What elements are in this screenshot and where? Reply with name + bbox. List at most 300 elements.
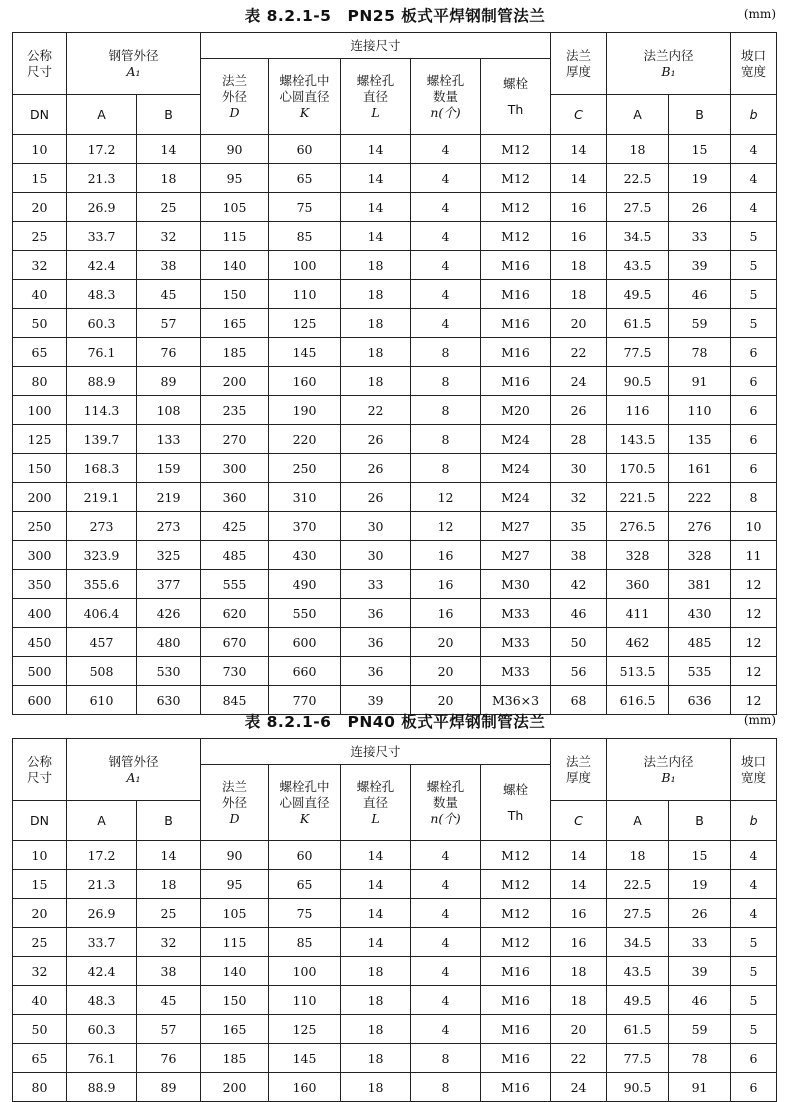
cell-flange-id-a: 90.5 bbox=[607, 367, 669, 396]
table2 bbox=[12, 738, 777, 1102]
cell-bolt-hole-count: 4 bbox=[411, 251, 481, 280]
cell-bolt-hole-dia: 36 bbox=[341, 628, 411, 657]
cell-pipe-od-b: 57 bbox=[137, 309, 201, 338]
cell-pipe-od-a: 60.3 bbox=[67, 309, 137, 338]
cell-bolt-hole-dia: 14 bbox=[341, 164, 411, 193]
cell-flange-id-b: 46 bbox=[669, 280, 731, 309]
cell-pipe-od-b: 45 bbox=[137, 986, 201, 1015]
cell-flange-id-b: 15 bbox=[669, 841, 731, 870]
cell-bolt: M16 bbox=[481, 251, 551, 280]
cell-bolt-hole-count: 4 bbox=[411, 309, 481, 338]
header-bevel-symbol: b bbox=[731, 801, 777, 841]
cell-flange-od: 115 bbox=[201, 222, 269, 251]
cell-bolt-circle: 110 bbox=[269, 986, 341, 1015]
cell-flange-id-a: 116 bbox=[607, 396, 669, 425]
cell-flange-id-b: 535 bbox=[669, 657, 731, 686]
cell-bolt-hole-count: 4 bbox=[411, 164, 481, 193]
cell-pipe-od-a: 48.3 bbox=[67, 280, 137, 309]
cell-dn: 40 bbox=[13, 986, 67, 1015]
header-flange-id-symbol: B₁ bbox=[661, 769, 676, 785]
header-flange-id-label: 法兰内径 bbox=[643, 47, 694, 63]
table-row bbox=[13, 280, 777, 309]
cell-flange-od: 270 bbox=[201, 425, 269, 454]
header-thickness-symbol: C bbox=[551, 801, 607, 841]
header-bolt-hole-dia-symbol: L bbox=[371, 104, 380, 120]
cell-bolt-circle: 100 bbox=[269, 251, 341, 280]
cell-bolt: M12 bbox=[481, 928, 551, 957]
cell-bolt-hole-dia: 18 bbox=[341, 367, 411, 396]
cell-bevel: 12 bbox=[731, 628, 777, 657]
cell-bolt-hole-count: 20 bbox=[411, 657, 481, 686]
header-flange-id-b: B bbox=[669, 95, 731, 135]
header-flange-id-a: A bbox=[607, 95, 669, 135]
cell-bevel: 11 bbox=[731, 541, 777, 570]
cell-dn: 32 bbox=[13, 251, 67, 280]
cell-thickness: 32 bbox=[551, 483, 607, 512]
cell-thickness: 68 bbox=[551, 686, 607, 715]
header-dn: DN bbox=[13, 95, 67, 135]
cell-bolt-circle: 145 bbox=[269, 1044, 341, 1073]
cell-flange-od: 235 bbox=[201, 396, 269, 425]
cell-dn: 25 bbox=[13, 222, 67, 251]
cell-bolt-hole-dia: 18 bbox=[341, 957, 411, 986]
cell-bolt-circle: 370 bbox=[269, 512, 341, 541]
cell-flange-id-b: 485 bbox=[669, 628, 731, 657]
cell-bevel: 4 bbox=[731, 164, 777, 193]
cell-thickness: 56 bbox=[551, 657, 607, 686]
cell-bolt-circle: 125 bbox=[269, 309, 341, 338]
cell-bolt-hole-count: 4 bbox=[411, 957, 481, 986]
cell-bolt-hole-count: 4 bbox=[411, 1015, 481, 1044]
cell-dn: 450 bbox=[13, 628, 67, 657]
header-flange-od-label: 法兰 外径 bbox=[222, 72, 248, 104]
table-row bbox=[13, 570, 777, 599]
cell-pipe-od-b: 159 bbox=[137, 454, 201, 483]
cell-pipe-od-b: 45 bbox=[137, 280, 201, 309]
cell-bolt-circle: 125 bbox=[269, 1015, 341, 1044]
cell-dn: 25 bbox=[13, 928, 67, 957]
cell-bolt-circle: 110 bbox=[269, 280, 341, 309]
cell-dn: 40 bbox=[13, 280, 67, 309]
table-row bbox=[13, 454, 777, 483]
table-row bbox=[13, 657, 777, 686]
cell-pipe-od-b: 530 bbox=[137, 657, 201, 686]
cell-pipe-od-a: 60.3 bbox=[67, 1015, 137, 1044]
cell-pipe-od-b: 325 bbox=[137, 541, 201, 570]
cell-thickness: 20 bbox=[551, 1015, 607, 1044]
cell-bevel: 6 bbox=[731, 396, 777, 425]
cell-bolt-circle: 430 bbox=[269, 541, 341, 570]
cell-pipe-od-a: 17.2 bbox=[67, 841, 137, 870]
header-bevel-symbol: b bbox=[731, 95, 777, 135]
cell-flange-id-b: 91 bbox=[669, 1073, 731, 1102]
table-row bbox=[13, 986, 777, 1015]
cell-bevel: 4 bbox=[731, 841, 777, 870]
cell-thickness: 42 bbox=[551, 570, 607, 599]
cell-pipe-od-b: 89 bbox=[137, 1073, 201, 1102]
header-bolt-hole-dia-symbol: L bbox=[371, 810, 380, 826]
header-flange-id-b: B bbox=[669, 801, 731, 841]
cell-flange-od: 200 bbox=[201, 1073, 269, 1102]
table-row bbox=[13, 396, 777, 425]
header-thickness: 法兰 厚度 bbox=[551, 739, 607, 801]
cell-bolt-hole-dia: 18 bbox=[341, 986, 411, 1015]
cell-flange-id-a: 77.5 bbox=[607, 1044, 669, 1073]
cell-bolt-circle: 60 bbox=[269, 135, 341, 164]
table-row bbox=[13, 425, 777, 454]
cell-flange-id-a: 513.5 bbox=[607, 657, 669, 686]
cell-dn: 15 bbox=[13, 870, 67, 899]
cell-bolt: M33 bbox=[481, 628, 551, 657]
cell-bolt-circle: 85 bbox=[269, 222, 341, 251]
cell-flange-id-b: 161 bbox=[669, 454, 731, 483]
table-row bbox=[13, 541, 777, 570]
header-bolt-label: 螺栓 bbox=[503, 781, 529, 797]
table-row bbox=[13, 841, 777, 870]
header-flange-od-symbol: D bbox=[229, 104, 240, 120]
cell-bolt: M16 bbox=[481, 986, 551, 1015]
cell-bolt-hole-dia: 14 bbox=[341, 841, 411, 870]
cell-bevel: 6 bbox=[731, 425, 777, 454]
table-row bbox=[13, 870, 777, 899]
table-row bbox=[13, 338, 777, 367]
cell-bolt: M20 bbox=[481, 396, 551, 425]
header-connection: 连接尺寸 bbox=[201, 739, 551, 765]
cell-flange-id-a: 90.5 bbox=[607, 1073, 669, 1102]
cell-flange-id-a: 34.5 bbox=[607, 928, 669, 957]
cell-flange-od: 485 bbox=[201, 541, 269, 570]
cell-pipe-od-a: 610 bbox=[67, 686, 137, 715]
cell-bolt-hole-count: 16 bbox=[411, 599, 481, 628]
cell-pipe-od-b: 32 bbox=[137, 928, 201, 957]
cell-bolt-circle: 145 bbox=[269, 338, 341, 367]
header-pipe-od-b: B bbox=[137, 95, 201, 135]
cell-pipe-od-a: 42.4 bbox=[67, 251, 137, 280]
cell-bolt: M12 bbox=[481, 222, 551, 251]
cell-bolt-hole-dia: 33 bbox=[341, 570, 411, 599]
cell-flange-od: 95 bbox=[201, 164, 269, 193]
cell-pipe-od-b: 57 bbox=[137, 1015, 201, 1044]
cell-flange-id-b: 46 bbox=[669, 986, 731, 1015]
cell-flange-id-b: 430 bbox=[669, 599, 731, 628]
cell-flange-id-a: 411 bbox=[607, 599, 669, 628]
header-bolt bbox=[481, 59, 551, 135]
header-pipe-od-a: A bbox=[67, 801, 137, 841]
header-bolt-circle-label: 螺栓孔中 心圆直径 bbox=[279, 778, 330, 810]
cell-flange-id-b: 26 bbox=[669, 193, 731, 222]
header-bolt-circle bbox=[269, 59, 341, 135]
header-nominal-size: 公称 尺寸 bbox=[13, 739, 67, 801]
cell-flange-id-a: 328 bbox=[607, 541, 669, 570]
cell-pipe-od-a: 457 bbox=[67, 628, 137, 657]
cell-pipe-od-b: 76 bbox=[137, 1044, 201, 1073]
cell-pipe-od-a: 33.7 bbox=[67, 928, 137, 957]
cell-bolt: M24 bbox=[481, 425, 551, 454]
cell-thickness: 30 bbox=[551, 454, 607, 483]
cell-flange-od: 90 bbox=[201, 135, 269, 164]
cell-thickness: 18 bbox=[551, 280, 607, 309]
cell-pipe-od-a: 21.3 bbox=[67, 870, 137, 899]
cell-flange-od: 105 bbox=[201, 193, 269, 222]
cell-flange-id-b: 19 bbox=[669, 164, 731, 193]
cell-dn: 80 bbox=[13, 367, 67, 396]
cell-flange-id-b: 39 bbox=[669, 251, 731, 280]
cell-bolt-hole-dia: 18 bbox=[341, 251, 411, 280]
cell-flange-id-a: 27.5 bbox=[607, 899, 669, 928]
cell-thickness: 35 bbox=[551, 512, 607, 541]
cell-flange-od: 555 bbox=[201, 570, 269, 599]
cell-bolt-hole-count: 4 bbox=[411, 986, 481, 1015]
cell-bevel: 4 bbox=[731, 899, 777, 928]
cell-bolt-circle: 65 bbox=[269, 870, 341, 899]
cell-dn: 80 bbox=[13, 1073, 67, 1102]
table1-unit: (mm) bbox=[743, 7, 776, 21]
cell-flange-id-a: 77.5 bbox=[607, 338, 669, 367]
cell-bolt-circle: 75 bbox=[269, 193, 341, 222]
cell-bevel: 5 bbox=[731, 957, 777, 986]
cell-bolt-hole-count: 4 bbox=[411, 928, 481, 957]
cell-pipe-od-a: 17.2 bbox=[67, 135, 137, 164]
cell-dn: 10 bbox=[13, 135, 67, 164]
cell-bevel: 4 bbox=[731, 135, 777, 164]
cell-flange-od: 845 bbox=[201, 686, 269, 715]
cell-bevel: 4 bbox=[731, 870, 777, 899]
cell-pipe-od-a: 508 bbox=[67, 657, 137, 686]
cell-bolt-hole-count: 4 bbox=[411, 222, 481, 251]
cell-thickness: 20 bbox=[551, 309, 607, 338]
header-dn: DN bbox=[13, 801, 67, 841]
cell-flange-id-b: 19 bbox=[669, 870, 731, 899]
cell-flange-od: 165 bbox=[201, 1015, 269, 1044]
table-row bbox=[13, 957, 777, 986]
cell-thickness: 16 bbox=[551, 899, 607, 928]
cell-flange-od: 620 bbox=[201, 599, 269, 628]
cell-pipe-od-a: 21.3 bbox=[67, 164, 137, 193]
cell-dn: 50 bbox=[13, 309, 67, 338]
cell-bolt-hole-dia: 14 bbox=[341, 928, 411, 957]
cell-bolt-hole-count: 4 bbox=[411, 870, 481, 899]
cell-bolt-hole-dia: 14 bbox=[341, 135, 411, 164]
cell-pipe-od-b: 133 bbox=[137, 425, 201, 454]
cell-flange-od: 670 bbox=[201, 628, 269, 657]
table-row bbox=[13, 628, 777, 657]
cell-bolt-hole-dia: 18 bbox=[341, 1044, 411, 1073]
table1 bbox=[12, 32, 777, 715]
cell-flange-id-a: 43.5 bbox=[607, 957, 669, 986]
cell-dn: 65 bbox=[13, 1044, 67, 1073]
cell-bevel: 12 bbox=[731, 570, 777, 599]
cell-bolt: M12 bbox=[481, 135, 551, 164]
cell-pipe-od-a: 88.9 bbox=[67, 367, 137, 396]
cell-bolt: M12 bbox=[481, 164, 551, 193]
cell-thickness: 16 bbox=[551, 928, 607, 957]
cell-pipe-od-b: 273 bbox=[137, 512, 201, 541]
cell-bolt-hole-count: 12 bbox=[411, 512, 481, 541]
table2-body bbox=[13, 841, 777, 1102]
cell-pipe-od-a: 168.3 bbox=[67, 454, 137, 483]
cell-bolt: M33 bbox=[481, 599, 551, 628]
cell-flange-od: 360 bbox=[201, 483, 269, 512]
cell-flange-id-b: 26 bbox=[669, 899, 731, 928]
cell-dn: 350 bbox=[13, 570, 67, 599]
cell-bolt-hole-dia: 30 bbox=[341, 541, 411, 570]
cell-bolt-hole-count: 16 bbox=[411, 541, 481, 570]
cell-bevel: 6 bbox=[731, 338, 777, 367]
table2-caption bbox=[0, 708, 790, 732]
cell-bolt: M16 bbox=[481, 338, 551, 367]
cell-bolt-circle: 160 bbox=[269, 1073, 341, 1102]
header-pipe-od-symbol: A₁ bbox=[126, 769, 141, 785]
cell-flange-od: 105 bbox=[201, 899, 269, 928]
cell-bolt-hole-count: 8 bbox=[411, 1044, 481, 1073]
cell-pipe-od-b: 32 bbox=[137, 222, 201, 251]
cell-pipe-od-b: 18 bbox=[137, 870, 201, 899]
cell-pipe-od-b: 480 bbox=[137, 628, 201, 657]
cell-bevel: 6 bbox=[731, 1044, 777, 1073]
header-flange-id-a: A bbox=[607, 801, 669, 841]
cell-flange-od: 185 bbox=[201, 1044, 269, 1073]
header-pipe-od-b: B bbox=[137, 801, 201, 841]
cell-flange-id-a: 18 bbox=[607, 841, 669, 870]
cell-dn: 400 bbox=[13, 599, 67, 628]
cell-bevel: 5 bbox=[731, 1015, 777, 1044]
cell-bolt: M36×3 bbox=[481, 686, 551, 715]
cell-pipe-od-a: 219.1 bbox=[67, 483, 137, 512]
cell-flange-id-a: 22.5 bbox=[607, 164, 669, 193]
table1-body bbox=[13, 135, 777, 715]
cell-bolt: M16 bbox=[481, 280, 551, 309]
cell-flange-id-b: 91 bbox=[669, 367, 731, 396]
cell-bevel: 5 bbox=[731, 222, 777, 251]
cell-bolt: M27 bbox=[481, 541, 551, 570]
cell-bolt: M12 bbox=[481, 870, 551, 899]
cell-dn: 250 bbox=[13, 512, 67, 541]
cell-flange-id-a: 27.5 bbox=[607, 193, 669, 222]
table-row bbox=[13, 367, 777, 396]
cell-thickness: 16 bbox=[551, 222, 607, 251]
table-row bbox=[13, 135, 777, 164]
table-row bbox=[13, 483, 777, 512]
cell-bevel: 5 bbox=[731, 251, 777, 280]
header-bevel: 坡口 宽度 bbox=[731, 33, 777, 95]
cell-bolt-circle: 100 bbox=[269, 957, 341, 986]
header-flange-od-symbol: D bbox=[229, 810, 240, 826]
cell-bevel: 8 bbox=[731, 483, 777, 512]
cell-flange-od: 185 bbox=[201, 338, 269, 367]
header-pipe-od bbox=[67, 33, 201, 95]
cell-dn: 300 bbox=[13, 541, 67, 570]
cell-flange-od: 95 bbox=[201, 870, 269, 899]
cell-dn: 65 bbox=[13, 338, 67, 367]
header-thickness-symbol: C bbox=[551, 95, 607, 135]
cell-flange-id-b: 636 bbox=[669, 686, 731, 715]
table-row bbox=[13, 309, 777, 338]
header-pipe-od bbox=[67, 739, 201, 801]
cell-bolt-circle: 160 bbox=[269, 367, 341, 396]
header-pipe-od-a: A bbox=[67, 95, 137, 135]
cell-bolt-hole-dia: 14 bbox=[341, 870, 411, 899]
header-pipe-od-label: 钢管外径 bbox=[108, 47, 159, 63]
cell-dn: 32 bbox=[13, 957, 67, 986]
cell-flange-id-a: 61.5 bbox=[607, 309, 669, 338]
table-row bbox=[13, 599, 777, 628]
cell-bevel: 5 bbox=[731, 986, 777, 1015]
cell-bevel: 12 bbox=[731, 686, 777, 715]
cell-bolt-hole-dia: 14 bbox=[341, 193, 411, 222]
cell-bolt: M16 bbox=[481, 367, 551, 396]
cell-flange-id-b: 381 bbox=[669, 570, 731, 599]
cell-thickness: 14 bbox=[551, 870, 607, 899]
cell-pipe-od-a: 26.9 bbox=[67, 899, 137, 928]
cell-flange-od: 150 bbox=[201, 986, 269, 1015]
cell-flange-id-a: 49.5 bbox=[607, 986, 669, 1015]
cell-flange-od: 140 bbox=[201, 957, 269, 986]
cell-pipe-od-b: 630 bbox=[137, 686, 201, 715]
cell-bolt-hole-dia: 26 bbox=[341, 483, 411, 512]
cell-thickness: 50 bbox=[551, 628, 607, 657]
header-flange-od-label: 法兰 外径 bbox=[222, 778, 248, 810]
cell-bolt: M24 bbox=[481, 454, 551, 483]
cell-bolt: M12 bbox=[481, 841, 551, 870]
cell-bolt-hole-count: 4 bbox=[411, 899, 481, 928]
cell-bolt-circle: 190 bbox=[269, 396, 341, 425]
cell-bolt-hole-count: 16 bbox=[411, 570, 481, 599]
cell-bolt-circle: 60 bbox=[269, 841, 341, 870]
cell-flange-id-a: 43.5 bbox=[607, 251, 669, 280]
cell-bolt-circle: 660 bbox=[269, 657, 341, 686]
cell-bolt-circle: 600 bbox=[269, 628, 341, 657]
cell-flange-od: 115 bbox=[201, 928, 269, 957]
cell-bolt-hole-dia: 18 bbox=[341, 280, 411, 309]
cell-flange-od: 165 bbox=[201, 309, 269, 338]
header-bolt-hole-count bbox=[411, 59, 481, 135]
cell-bolt: M12 bbox=[481, 193, 551, 222]
cell-bolt-hole-count: 12 bbox=[411, 483, 481, 512]
cell-flange-id-a: 22.5 bbox=[607, 870, 669, 899]
cell-bolt-hole-dia: 18 bbox=[341, 1073, 411, 1102]
cell-flange-od: 200 bbox=[201, 367, 269, 396]
cell-bevel: 10 bbox=[731, 512, 777, 541]
cell-flange-id-b: 110 bbox=[669, 396, 731, 425]
cell-bevel: 6 bbox=[731, 1073, 777, 1102]
cell-flange-id-a: 221.5 bbox=[607, 483, 669, 512]
cell-bolt-hole-dia: 22 bbox=[341, 396, 411, 425]
cell-flange-id-a: 61.5 bbox=[607, 1015, 669, 1044]
cell-thickness: 14 bbox=[551, 164, 607, 193]
cell-flange-id-a: 616.5 bbox=[607, 686, 669, 715]
header-connection: 连接尺寸 bbox=[201, 33, 551, 59]
cell-bolt: M16 bbox=[481, 309, 551, 338]
cell-bolt-hole-dia: 18 bbox=[341, 309, 411, 338]
cell-pipe-od-a: 48.3 bbox=[67, 986, 137, 1015]
cell-bolt-hole-dia: 14 bbox=[341, 222, 411, 251]
cell-bolt-hole-count: 4 bbox=[411, 193, 481, 222]
cell-pipe-od-a: 273 bbox=[67, 512, 137, 541]
cell-flange-id-b: 222 bbox=[669, 483, 731, 512]
header-bolt-circle-label: 螺栓孔中 心圆直径 bbox=[279, 72, 330, 104]
cell-bolt-hole-dia: 39 bbox=[341, 686, 411, 715]
header-bolt-symbol: Th bbox=[507, 807, 524, 823]
cell-flange-id-b: 78 bbox=[669, 338, 731, 367]
cell-flange-id-b: 276 bbox=[669, 512, 731, 541]
cell-bolt-hole-count: 8 bbox=[411, 367, 481, 396]
cell-flange-od: 730 bbox=[201, 657, 269, 686]
cell-bolt: M30 bbox=[481, 570, 551, 599]
cell-pipe-od-a: 323.9 bbox=[67, 541, 137, 570]
cell-flange-id-a: 360 bbox=[607, 570, 669, 599]
cell-bevel: 6 bbox=[731, 367, 777, 396]
cell-pipe-od-a: 355.6 bbox=[67, 570, 137, 599]
